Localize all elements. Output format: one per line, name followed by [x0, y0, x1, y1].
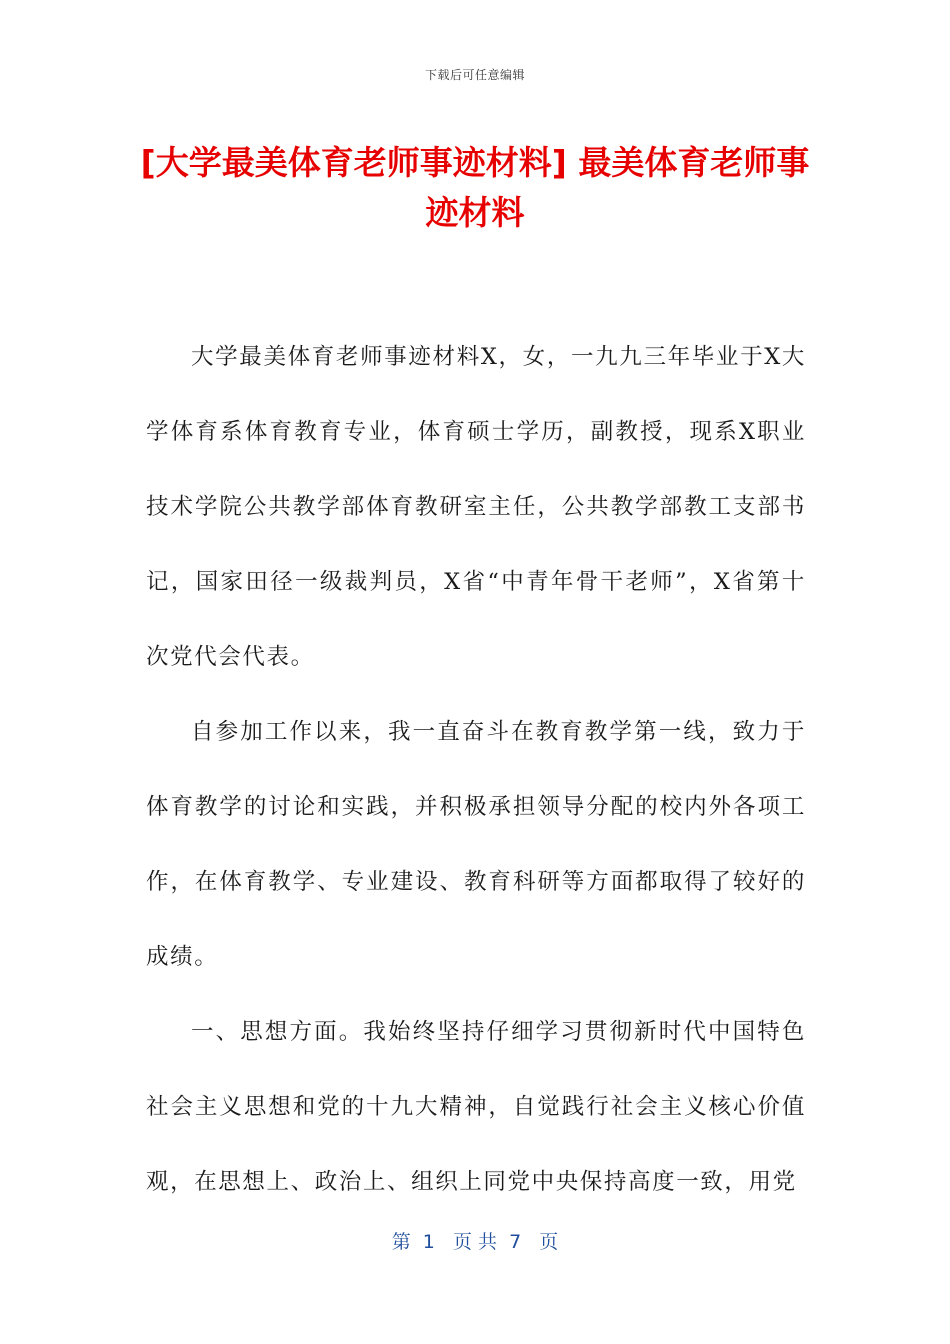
- paragraph-1: 大学最美体育老师事迹材料X，女，一九九三年毕业于X大学体育系体育教育专业，体育硕士学历，副教授，现系X职业技术学院公共教学部体育教研室主任，公共教学部教工支部书记，国家田径一级裁判员，X省“中青年骨干老师”，X省第十次党代会代表。: [146, 344, 806, 670]
- document-body: [146, 320, 806, 1220]
- paragraph-3: 一、思想方面。我始终坚持仔细学习贯彻新时代中国特色社会主义思想和党的十九大精神，自觉践行社会主义核心价值观，在思想上、政治上、组织上同党中央保持高度一致，用党: [146, 1019, 806, 1195]
- page-footer: 第 1 页 共 7 页: [391, 1231, 559, 1253]
- header-note: 下载后可任意编辑: [424, 68, 525, 82]
- document-title: [大学最美体育老师事迹材料] 最美体育老师事迹材料: [140, 143, 810, 232]
- paragraph-2: 自参加工作以来，我一直奋斗在教育教学第一线，致力于体育教学的讨论和实践，并积极承担领导分配的校内外各项工作，在体育教学、专业建设、教育科研等方面都取得了较好的成绩。: [146, 719, 806, 970]
